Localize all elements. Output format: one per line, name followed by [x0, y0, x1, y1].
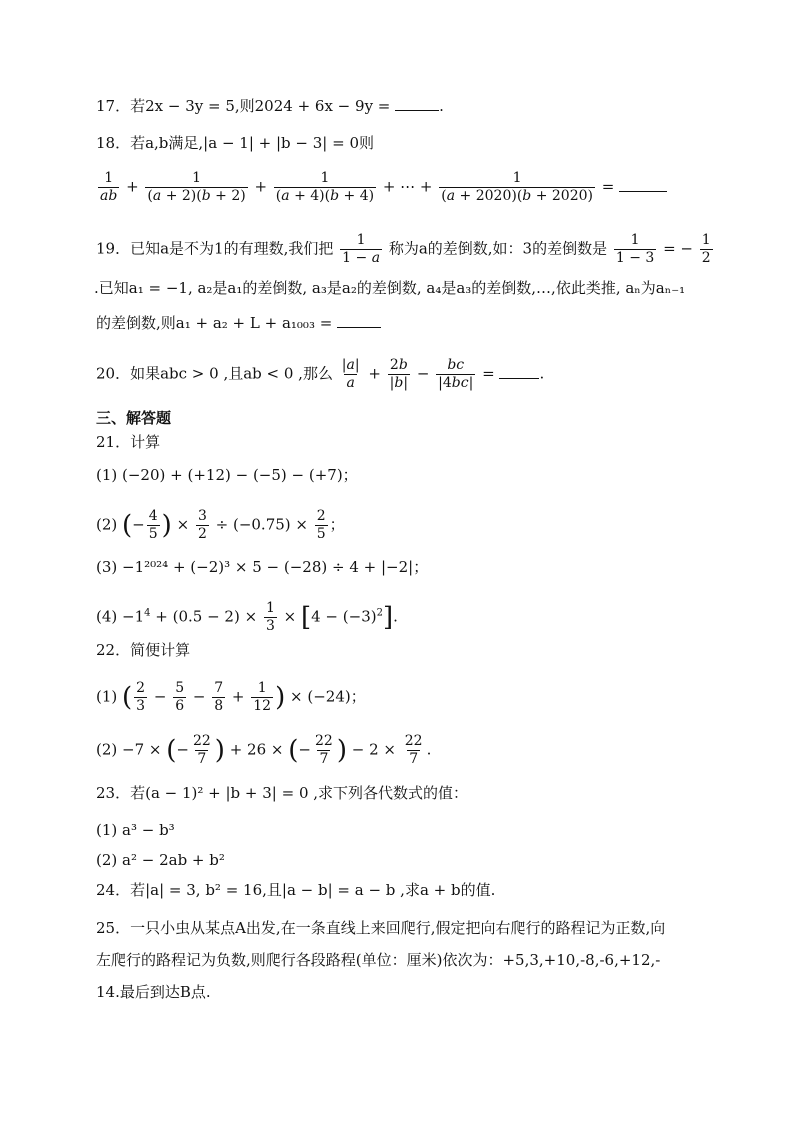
answer-blank — [499, 378, 539, 379]
question-21-part2: (2) (− $\frac{4}{5}$ ) × $\frac{3}{2}$ ÷ (−0.75) × $\frac{2}{5}$ ； — [96, 508, 345, 542]
question-21-part4: $(4) -1^4 + (0.5 - 2)$ × $\frac{1}{3}$ × $[4 - (-3)^2]$. — [96, 600, 398, 634]
question-23: 23．若(a − 1)² + |b + 3| = 0 ,求下列各代数式的值： — [96, 784, 469, 802]
section-heading: 三、解答题 — [96, 409, 172, 427]
question-25-line2: 左爬行的路程记为负数,则爬行各段路程(单位：厘米)依次为：+5,3,+10,-8,-6,+12,- — [96, 951, 661, 969]
question-21-part1: (1) (−20) + (+12) − (−5) − (+7)； — [96, 466, 358, 484]
question-19: 19．已知a是不为1的有理数,我们把 $\frac{1}{1 - a}$ 称为a的差倒数,如：3的差倒数是 $\frac{1}{1 - 3}$ = − $\frac{1}{2}$ — [96, 232, 711, 266]
answer-blank — [337, 327, 381, 328]
question-18-text: 若a,b满足,|a − 1| + |b − 3| = 0则 — [130, 134, 374, 152]
question-20: 20．如果abc > 0 ,且ab < 0 ,那么 $\frac{|a|}{a}$ + $\frac{2b}{|b|}$ − $\frac{bc}{|4bc|}$ = . — [96, 357, 545, 391]
question-22-part2: (2) −7 × (− $\frac{22}{7}$ ) + 26 × (− $\frac{22}{7}$ ) − 2 × $\frac{22}{7}$ . — [96, 733, 432, 767]
question-23-part2: (2) a² − 2ab + b² — [96, 851, 225, 869]
question-22-title: 22．简便计算 — [96, 641, 191, 659]
question-17-text: 若2x − 3y = 5,则2024 + 6x − 9y = — [130, 97, 391, 115]
question-23-part1: (1) a³ − b³ — [96, 821, 175, 839]
question-21-title: 21．计算 — [96, 433, 161, 451]
question-19-line2: .已知a₁ = −1, a₂是a₁的差倒数, a₃是a₂的差倒数, a₄是a₃的差倒数,…,依此类推, aₙ为aₙ₋₁ — [94, 279, 686, 297]
answer-blank — [619, 191, 667, 192]
question-18-series: $\frac{1}{ab}$ + $\frac{1}{(a + 2)(b + 2)}$ + $\frac{1}{(a + 4)(b + 4)}$ + ⋯ + $\frac{1}{(a + 2020)(b + 2020)}$ = — [96, 170, 667, 205]
question-24: 24．若|a| = 3, b² = 16,且|a − b| = a − b ,求a + b的值. — [96, 881, 496, 899]
answer-blank — [395, 110, 439, 111]
question-19-line3: 的差倒数,则a₁ + a₂ + L + a₁₀₀₃ = — [96, 313, 381, 333]
question-25-line1: 25．一只小虫从某点A出发,在一条直线上来回爬行,假定把向右爬行的路程记为正数,向 — [96, 919, 666, 937]
question-17: 17．若2x − 3y = 5,则2024 + 6x − 9y = . — [96, 97, 444, 115]
question-22-part1: (1) ( $\frac{2}{3}$ − $\frac{5}{6}$ − $\frac{7}{8}$ + $\frac{1}{12}$ ) × (−24)； — [96, 680, 366, 714]
question-21-part3: (3) −1²⁰²⁴ + (−2)³ × 5 − (−28) ÷ 4 + |−2|； — [96, 558, 429, 576]
question-25-line3: 14.最后到达B点. — [96, 983, 211, 1001]
question-18: 18．若a,b满足,|a − 1| + |b − 3| = 0则 — [96, 134, 374, 152]
